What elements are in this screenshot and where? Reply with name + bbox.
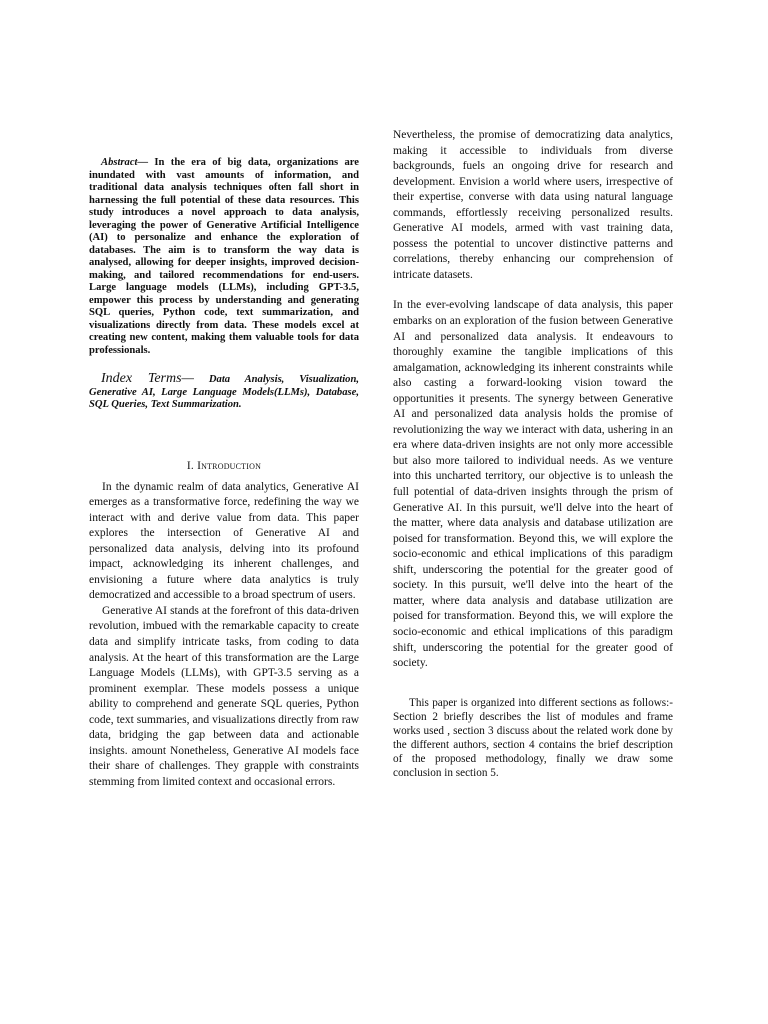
index-terms-text: Data Analysis, Visualization, Generative AI, Large Language Models(LLMs), Database, SQL Queries, Text Summarization.	[89, 374, 359, 410]
right-column	[393, 128, 673, 780]
intro-paragraph-2: Generative AI stands at the forefront of this data-driven revolution, imbued with the remarkable capacity to create data and simplify intricate tasks, from coding to data analysis. At the heart of this transformation are the Large Language Models (LLMs), with GPT-3.5 serving as a prominent exemplar. These models possess a unique ability to comprehend and generate SQL queries, Python code, text summaries, and visualizations directly from raw data, bridging the gap between data and actionable insights. amount Nonetheless, Generative AI models face their share of challenges. They grapple with constraints stemming from limited context and occasional errors.	[89, 604, 359, 788]
body-paragraph-democratizing: Nevertheless, the promise of democratizing data analytics, making it accessible to individuals from diverse backgrounds, fuels an ongoing drive for research and development. Envision a world where users, irrespective of their expertise, converse with data using natural language commands, effortlessly receiving personalized results. Generative AI models, armed with vast training data, possess the potential to uncover distinctive patterns and correlations, thereby enhancing our comprehension of intricate datasets.	[393, 129, 673, 281]
section-heading-introduction: I. Introduction	[186, 459, 262, 472]
body-paragraph-landscape: In the ever-evolving landscape of data analysis, this paper embarks on an exploration of the fusion between Generative AI and personalized data analysis. It endeavours to thoroughly examine the tangible implications of this amalgamation, acknowledging its inherent constraints while also casting a forward-looking vision toward the opportunities it presents. The synergy between Generative AI and personalized data analysis holds the promise of revolutionizing the way we interact with data, ushering in an era where data-driven insights are not only more accessible but also more tailored to individual needs. As we venture into this uncharted territory, our objective is to unleash the full potential of data-driven insights through the prism of Generative AI. In this pursuit, we'll delve into the heart of the matter, where data analysis and database utilization are poised for transformation. Beyond this, we will explore the socio-economic and ethical implications of this paradigm shift, underscoring the potential for the greater good of society. In this pursuit, we'll delve into the heart of the matter, where data analysis and database utilization are poised for transformation. Beyond this, we will explore the socio-economic and ethical implications of this paradigm shift, underscoring the potential for the greater good of society.	[393, 299, 673, 670]
left-column	[89, 157, 359, 790]
index-terms-lead: Index Terms—	[101, 371, 195, 386]
index-terms	[89, 373, 359, 412]
paper-organization-paragraph: This paper is organized into different sections as follows:- Section 2 briefly describes the list of modules and frame works used , section 3 discuss about the related work done by the different authors, section 4 contains the brief description of the proposed methodology, finally we draw some conclusion in section 5.	[393, 696, 673, 780]
intro-paragraph-1: In the dynamic realm of data analytics, Generative AI emerges as a transformative force, redefining the way we interact with and derive value from data. This paper explores the intersection of Generative AI and personalized data analysis, delving into its profound impact, acknowledging its inherent challenges, and envisioning a future where data analytics is truly democratized and accessible to a broad spectrum of users.	[89, 480, 359, 602]
abstract-lead: Abstract—	[101, 157, 149, 168]
abstract-text: In the era of big data, organizations are inundated with vast amounts of information, and traditional data analysis techniques often fall short in harnessing the full potential of these data resources. This study introduces a novel approach to data analysis, leveraging the power of Generative Artificial Intelligence (AI) to personalize and enhance the exploration of databases. The aim is to transform the way data is analysed, allowing for deeper insights, improved decision-making, and tailored recommendations for end-users. Large language models (LLMs), including GPT-3.5, empower this process by understanding and generating SQL queries, Python code, text summarization, and visualizations directly from data. These models excel at creating new content, making them valuable tools for data professionals.	[89, 157, 359, 356]
abstract	[89, 157, 359, 357]
